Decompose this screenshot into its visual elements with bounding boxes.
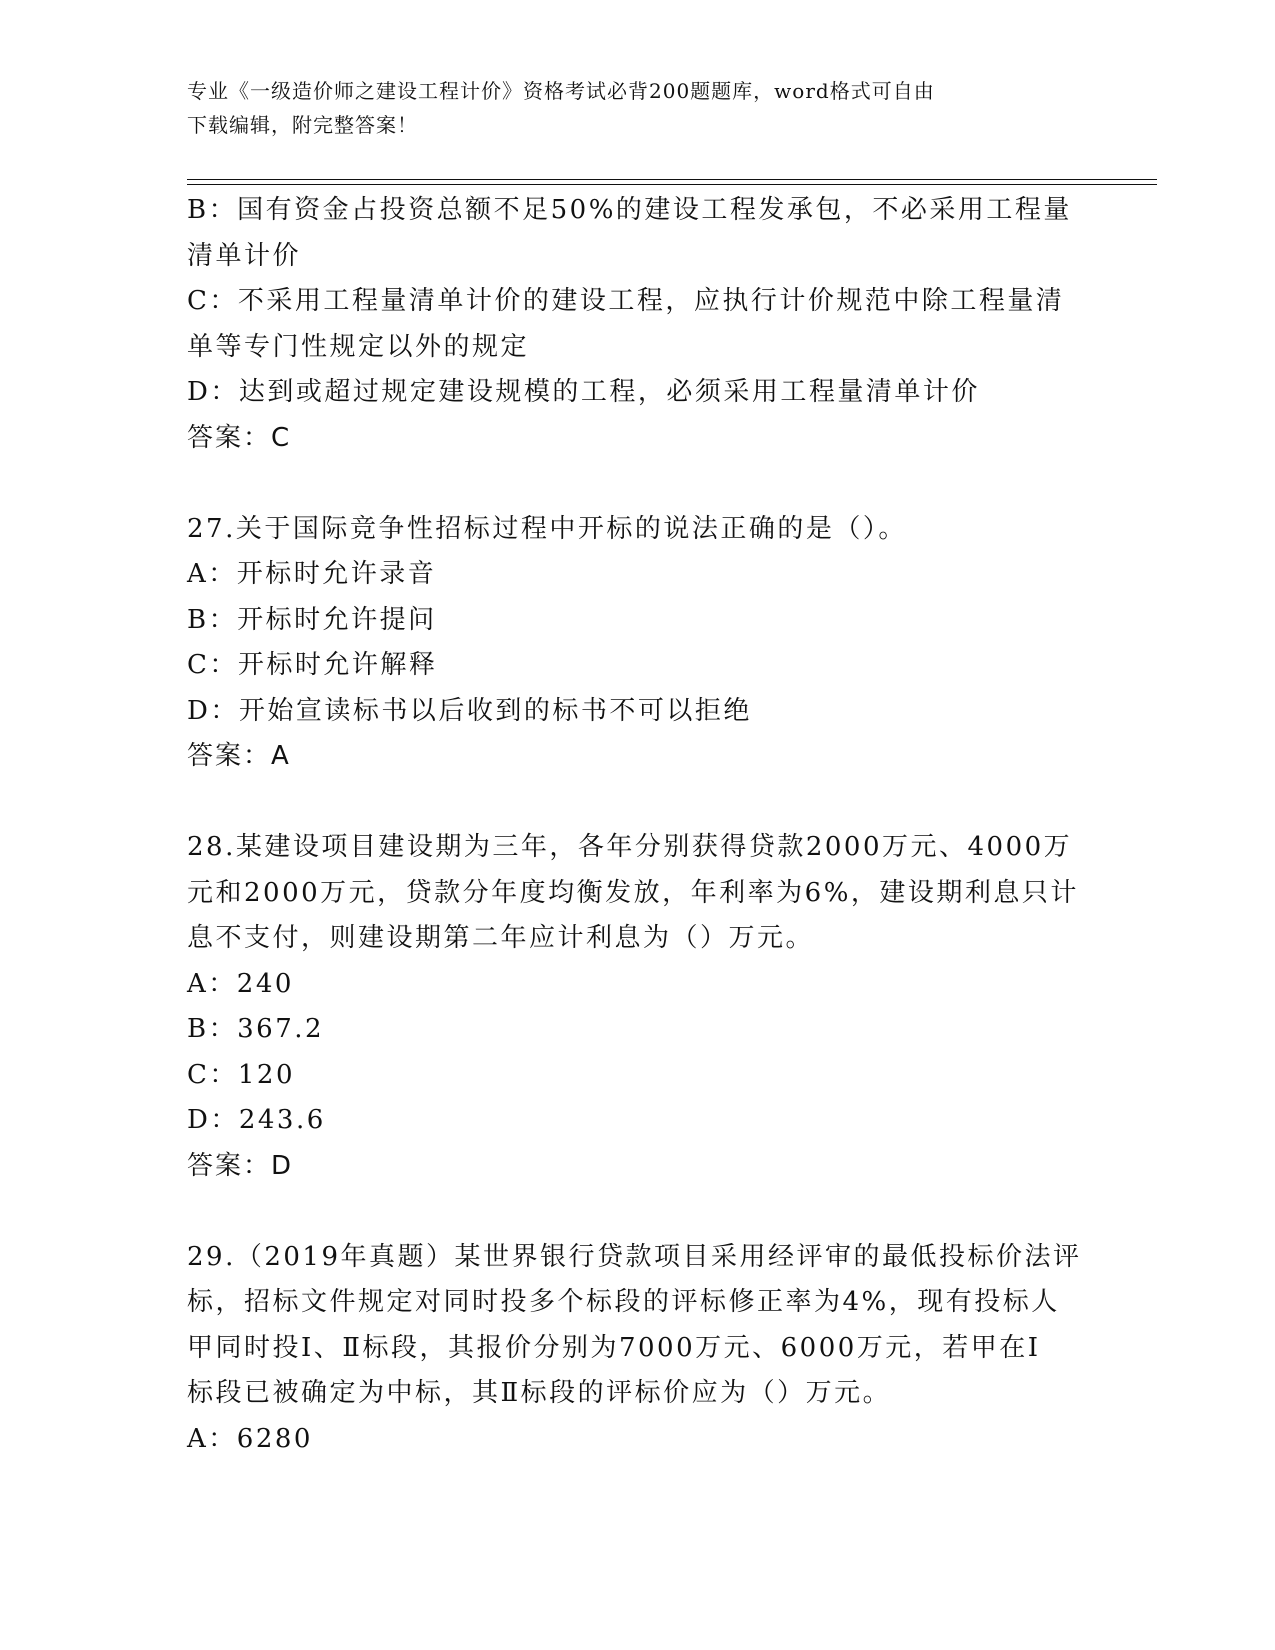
question-stem-line-1: 29.（2019年真题）某世界银行贷款项目采用经评审的最低投标价法评 bbox=[187, 1241, 1082, 1272]
answer: 答案：A bbox=[187, 741, 291, 771]
option-b-continued: 清单计价 bbox=[187, 240, 302, 271]
header-line-1: 专业《一级造价师之建设工程计价》资格考试必背200题题库，word格式可自由 bbox=[187, 79, 935, 103]
question-27 bbox=[187, 507, 1087, 780]
question-stem-line-4: 标段已被确定为中标，其Ⅱ标段的评标价应为（）万元。 bbox=[187, 1378, 892, 1408]
spacer bbox=[187, 1189, 1087, 1235]
spacer bbox=[187, 780, 1087, 826]
question-26 bbox=[187, 188, 1087, 461]
option-a: A：6280 bbox=[187, 1423, 313, 1454]
question-stem-line-3: 甲同时投Ⅰ、Ⅱ标段，其报价分别为7000万元、6000万元，若甲在Ⅰ bbox=[187, 1332, 1041, 1363]
option-d: D：达到或超过规定建设规模的工程，必须采用工程量清单计价 bbox=[187, 377, 980, 407]
header-line-2: 下载编辑，附完整答案！ bbox=[187, 113, 418, 137]
question-stem-line-2: 元和2000万元，贷款分年度均衡发放，年利率为6%，建设期利息只计 bbox=[187, 877, 1079, 908]
option-b: B：开标时允许提问 bbox=[187, 604, 437, 635]
question-28 bbox=[187, 825, 1087, 1189]
question-stem: 27.关于国际竞争性招标过程中开标的说法正确的是（）。 bbox=[187, 513, 907, 544]
option-a: A：240 bbox=[187, 968, 294, 999]
option-b: B：367.2 bbox=[187, 1014, 325, 1044]
question-29 bbox=[187, 1235, 1087, 1463]
option-d: D：开始宣读标书以后收到的标书不可以拒绝 bbox=[187, 695, 752, 726]
option-a: A：开标时允许录音 bbox=[187, 559, 437, 589]
header-divider bbox=[187, 179, 1157, 185]
option-c: C：120 bbox=[187, 1059, 296, 1090]
option-b: B：国有资金占投资总额不足50%的建设工程发承包，不必采用工程量 bbox=[187, 195, 1072, 225]
question-stem-line-2: 标，招标文件规定对同时投多个标段的评标修正率为4%，现有投标人 bbox=[187, 1287, 1060, 1317]
document-header bbox=[187, 74, 1067, 142]
answer: 答案：C bbox=[187, 422, 292, 453]
option-d: D：243.6 bbox=[187, 1105, 326, 1135]
option-c-continued: 单等专门性规定以外的规定 bbox=[187, 331, 530, 362]
question-stem-line-1: 28.某建设项目建设期为三年，各年分别获得贷款2000万元、4000万 bbox=[187, 832, 1073, 862]
spacer bbox=[187, 461, 1087, 507]
option-c: C：开标时允许解释 bbox=[187, 650, 438, 680]
question-content bbox=[187, 188, 1087, 1462]
option-c: C：不采用工程量清单计价的建设工程，应执行计价规范中除工程量清 bbox=[187, 286, 1065, 316]
question-stem-line-3: 息不支付，则建设期第二年应计利息为（）万元。 bbox=[187, 923, 815, 953]
answer: 答案：D bbox=[187, 1150, 294, 1181]
